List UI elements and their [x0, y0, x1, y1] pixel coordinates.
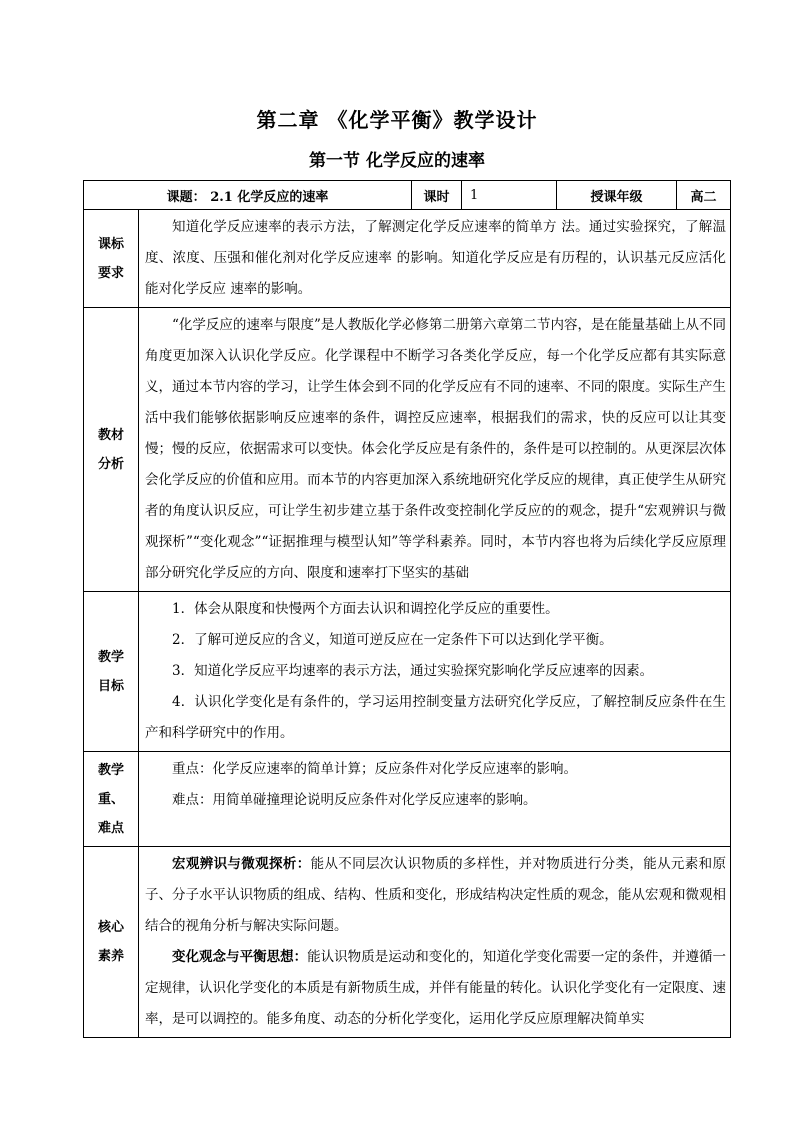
- label-line: 目标: [97, 678, 124, 694]
- difficult-point-text: 难点：用简单碰撞理论说明反应条件对化学反应速率的影响。: [172, 792, 537, 808]
- literacy-row: [84, 847, 731, 1038]
- curriculum-text: 知道化学反应速率的表示方法，了解测定化学反应速率的简单方 法。通过实验探究，了解温度、浓度、压强和催化剂对化学反应速率 的影响。知道化学反应是有历程的，认识基元反应活化能对化学反应 速率的影响。: [145, 219, 727, 297]
- lesson-plan-table: [83, 180, 731, 1038]
- label-line: 课标: [97, 236, 124, 252]
- literacy-label: [84, 847, 139, 1038]
- goal-item: 4．认识化学变化是有条件的，学习运用控制变量方法研究化学反应，了解控制反应条件在生产和科学研究中的作用。: [145, 694, 727, 741]
- literacy-content: [139, 847, 731, 1038]
- lesson-label-cell: 课时: [412, 181, 462, 210]
- grade-label-cell: 授课年级: [557, 181, 677, 210]
- lesson-value-cell: 1: [462, 181, 557, 210]
- header-row: [84, 181, 731, 210]
- literacy-text: 能从不同层次认识物质的多样性，并对物质进行分类，能从元素和原子、分子水平认识物质的组成、结构、性质和变化，形成结构决定性质的观念，能从宏观和微观相结合的视角分析与解决实际问题。: [145, 856, 727, 934]
- label-line: 素养: [97, 949, 124, 964]
- goal-item: 2．了解可逆反应的含义，知道可逆反应在一定条件下可以达到化学平衡。: [172, 632, 613, 648]
- goals-label: [84, 592, 139, 752]
- label-line: 教材: [97, 427, 124, 443]
- label-line: 要求: [97, 265, 124, 281]
- literacy-lead: 变化观念与平衡思想：: [172, 949, 308, 965]
- curriculum-label: [84, 210, 139, 308]
- literacy-text: 能认识物质是运动和变化的，知道化学变化需要一定的条件，并遵循一定规律，认识化学变化的本质是有新物质生成，并伴有能量的转化。认识化学变化有一定限度、速率，是可以调控的。能多角度、动态的分析化学变化，运用化学反应原理解决简单实: [145, 949, 727, 1027]
- document-title: 第二章 《化学平衡》教学设计: [256, 108, 538, 132]
- material-row: [84, 308, 731, 592]
- literacy-paragraph: [145, 942, 726, 1035]
- label-line: 教学: [97, 649, 124, 665]
- goal-item: 1．体会从限度和快慢两个方面去认识和调控化学反应的重要性。: [172, 601, 559, 617]
- label-line: 重、: [97, 791, 124, 807]
- material-text: “化学反应的速率与限度”是人教版化学必修第二册第六章第二节内容，是在能量基础上从不同角度更加深入认识化学反应。化学课程中不断学习各类化学反应，每一个化学反应都有其实际意义，通过本节内容的学习，让学生体会到不同的化学反应有不同的速率、不同的限度。实际生产生活中我们能够依据影响反应速率的条件，调控反应速率，根据我们的需求，快的反应可以让其变慢；慢的反应，依据需求可以变快。体会化学反应是有条件的，条件是可以控制的。从更深层次体会化学反应的价值和应用。而本节的内容更加深入系统地研究化学反应的规律，真正使学生从研究者的角度认识反应，可让学生初步建立基于条件改变控制化学反应的的观念，提升“宏观辨识与微观探析”“变化观念”“证据推理与模型认知”等学科素养。同时，本节内容也将为后续化学反应原理部分研究化学反应的方向、限度和速率打下坚实的基础: [145, 317, 727, 581]
- key-points-label: [84, 752, 139, 847]
- goal-item: 3．知道化学反应平均速率的表示方法，通过实验探究影响化学反应速率的因素。: [172, 663, 654, 679]
- label-line: 难点: [97, 820, 124, 836]
- section-subtitle: 第一节 化学反应的速率: [309, 151, 485, 171]
- material-content: [139, 308, 731, 592]
- label-line: 教学: [97, 762, 124, 778]
- curriculum-content: [139, 210, 731, 308]
- goals-content: [139, 592, 731, 752]
- goals-row: [84, 592, 731, 752]
- label-line: 分析: [97, 456, 124, 472]
- key-point-text: 重点：化学反应速率的简单计算；反应条件对化学反应速率的影响。: [172, 761, 577, 777]
- course-title-cell: 课题： 2.1 化学反应的速率: [84, 181, 412, 210]
- grade-value-cell: 高二: [677, 181, 731, 210]
- literacy-lead: 宏观辨识与微观探析：: [172, 856, 311, 872]
- literacy-paragraph: [145, 849, 726, 942]
- label-line: 核心: [97, 920, 124, 935]
- key-points-row: [84, 752, 731, 847]
- material-label: [84, 308, 139, 592]
- curriculum-row: [84, 210, 731, 308]
- key-points-content: [139, 752, 731, 847]
